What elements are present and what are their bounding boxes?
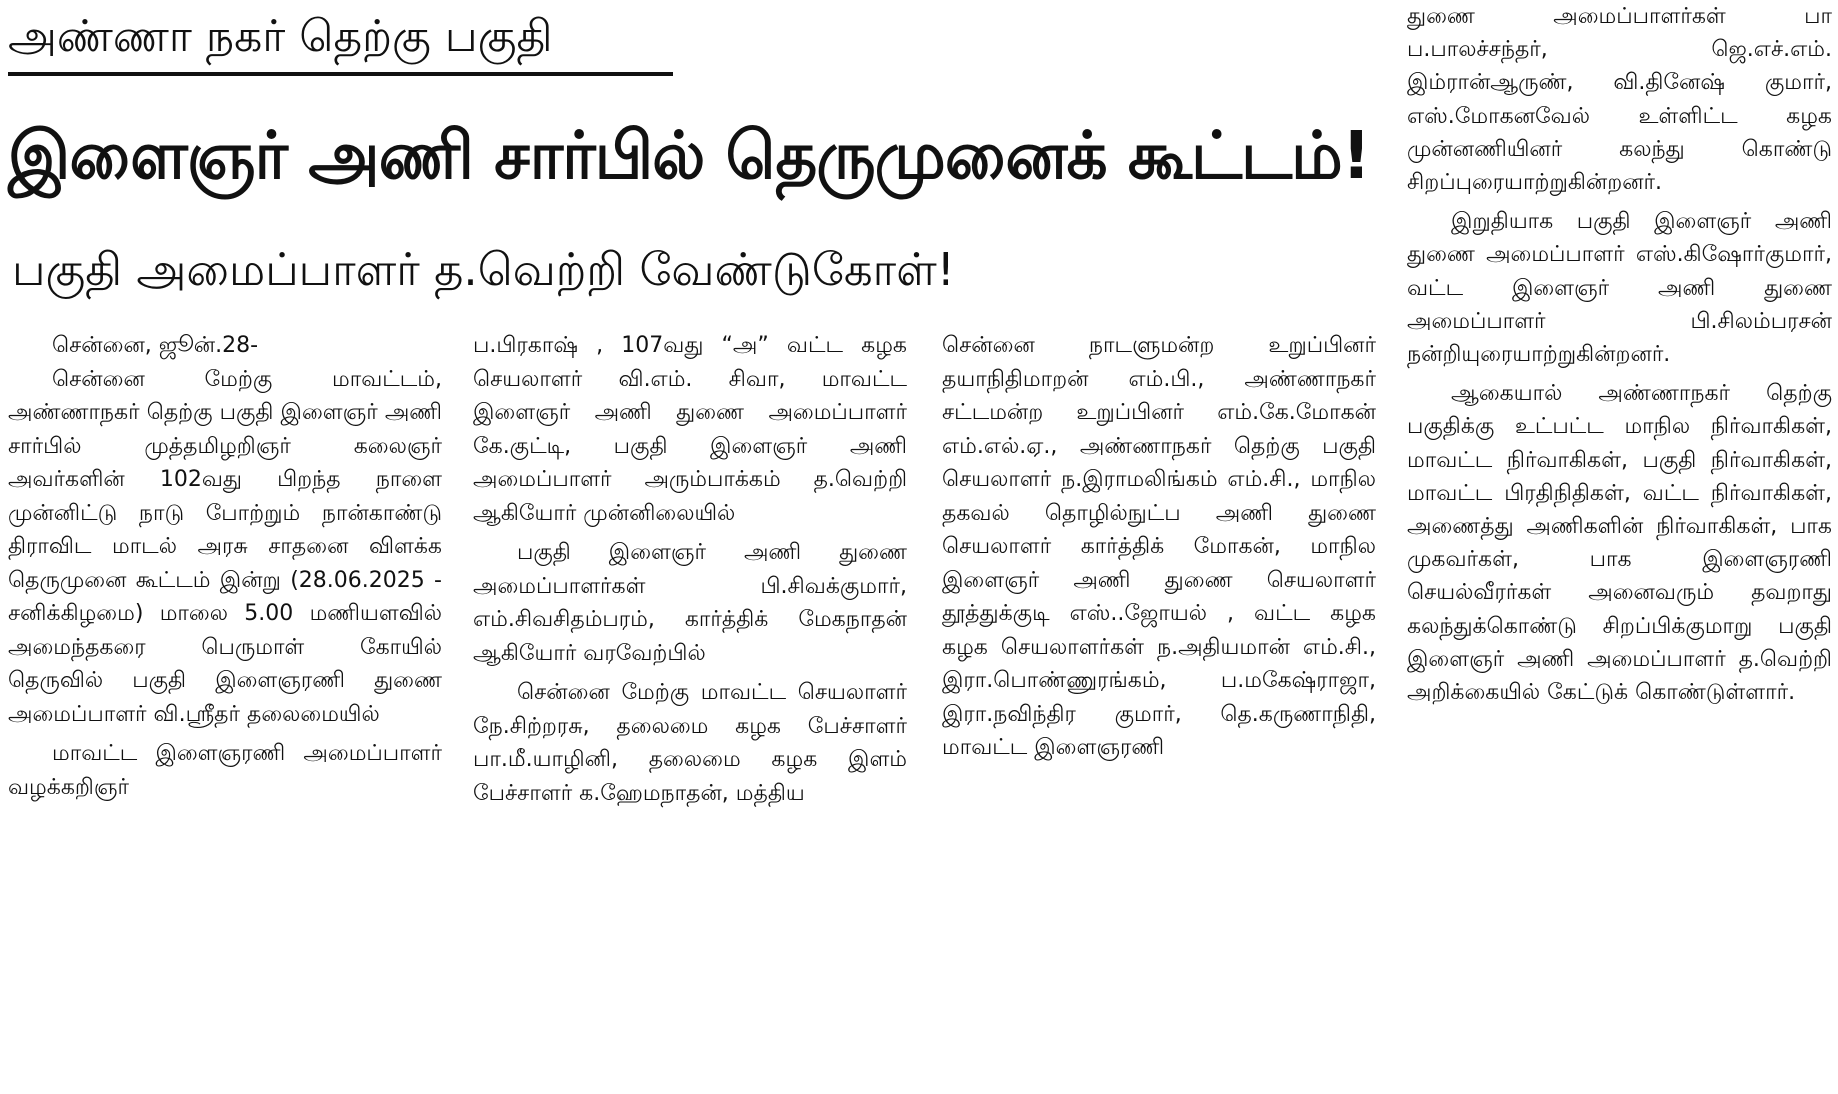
- body-paragraph: சென்னை மேற்கு மாவட்டம், அண்ணாநகர் தெற்கு பகுதி இளைஞர் அணி சார்பில் முத்தமிழறிஞர் கலைஞர் அவர்களின் 102வது பிறந்த நாளை முன்னிட்டு நாடு போற்றும் நான்காண்டு திராவிட மாடல் அரசு சாதனை விளக்க தெருமுனை கூட்டம் இன்று (28.06.2025 - சனிக்கிழமை) மாலை 5.00 மணியளவில் அமைந்தகரை பெருமாள் கோயில் தெருவில் பகுதி இளைஞரணி துணை அமைப்பாளர் வி.ஸ்ரீதர் தலைமையில்: [8, 366, 442, 727]
- section-underline: [8, 72, 673, 76]
- body-paragraph: சென்னை மேற்கு மாவட்ட செயலாளர் நே.சிற்றரசு, தலைமை கழக பேச்சாளர் பா.மீ.யாழினி, தலைமை கழக இளம் பேச்சாளர் க.ஹேமநாதன், மத்திய: [473, 680, 907, 806]
- body-column-3: [942, 329, 1376, 1094]
- body-paragraph: ப.பிரகாஷ் , 107வது “அ” வட்ட கழக செயலாளர் வி.எம். சிவா, மாவட்ட இளைஞர் அணி துணை அமைப்பாளர் கே.குட்டி, பகுதி இளைஞர் அணி அமைப்பாளர் அரும்பாக்கம் த.வெற்றி ஆகியோர் முன்னிலையில்: [473, 333, 907, 526]
- body-paragraph: சென்னை நாடளுமன்ற உறுப்பினர் தயாநிதிமாறன் எம்.பி., அண்ணாநகர் சட்டமன்ற உறுப்பினர் எம்.கே.மோகன் எம்.எல்.ஏ., அண்ணாநகர் தெற்கு பகுதி செயலாளர் ந.இராமலிங்கம் எம்.சி., மாநில தகவல் தொழில்நுட்ப அணி துணை செயலாளர் கார்த்திக் மோகன், மாநில இளைஞர் அணி துணை செயலாளர் தூத்துக்குடி எஸ்..ஜோயல் , வட்ட கழக கழக செயலாளர்கள் ந.அதியமான் எம்.சி., இரா.பொண்ணுரங்கம், ப.மகேஷ்ராஜா, இரா.நவிந்திர குமார், தெ.கருணாநிதி, மாவட்ட இளைஞரணி: [942, 333, 1376, 760]
- dateline: சென்னை, ஜூன்.28-: [52, 333, 259, 358]
- body-column-4: [1407, 0, 1832, 1094]
- body-column-2: [473, 329, 907, 1094]
- body-paragraph: மாவட்ட இளைஞரணி அமைப்பாளர் வழக்கறிஞர்: [8, 741, 442, 800]
- headline: இளைஞர் அணி சார்பில் தெருமுனைக் கூட்டம்!: [8, 117, 1370, 194]
- body-column-1: [8, 329, 442, 1094]
- section-label: அண்ணா நகர் தெற்கு பகுதி: [8, 11, 553, 62]
- body-paragraph: பகுதி இளைஞர் அணி துணை அமைப்பாளர்கள் பி.சிவக்குமார், எம்.சிவசிதம்பரம், கார்த்திக் மேகநாதன் ஆகியோர் வரவேற்பில்: [473, 540, 907, 666]
- body-paragraph: ஆகையால் அண்ணாநகர் தெற்கு பகுதிக்கு உட்பட்ட மாநில நிர்வாகிகள், மாவட்ட நிர்வாகிகள், பகுதி நிர்வாகிகள், மாவட்ட பிரதிநிதிகள், வட்ட நிர்வாகிகள், அணைத்து அணிகளின் நிர்வாகிகள், பாக முகவர்கள், பாக இளைஞரணி செயல்வீரர்கள் அனைவரும் தவறாது கலந்துக்கொண்டு சிறப்பிக்குமாறு பகுதி இளைஞர் அணி அமைப்பாளர் த.வெற்றி அறிக்கையில் கேட்டுக் கொண்டுள்ளார்.: [1407, 381, 1832, 706]
- subheadline: பகுதி அமைப்பாளர் த.வெற்றி வேண்டுகோள்!: [12, 243, 955, 296]
- body-paragraph: இறுதியாக பகுதி இளைஞர் அணி துணை அமைப்பாளர் எஸ்.கிஷோர்குமார், வட்ட இளைஞர் அணி துணை அமைப்பாளர் பி.சிலம்பரசன் நன்றியுரையாற்றுகின்றனர்.: [1407, 209, 1832, 368]
- body-paragraph: துணை அமைப்பாளர்கள் பா ப.பாலச்சந்தர், ஜெ.எச்.எம். இம்ரான்ஆருண், வி.தினேஷ் குமார், எஸ்.மோகனவேல் உள்ளிட்ட கழக முன்னணியினர் கலந்து கொண்டு சிறப்புரையாற்றுகின்றனர்.: [1407, 4, 1832, 196]
